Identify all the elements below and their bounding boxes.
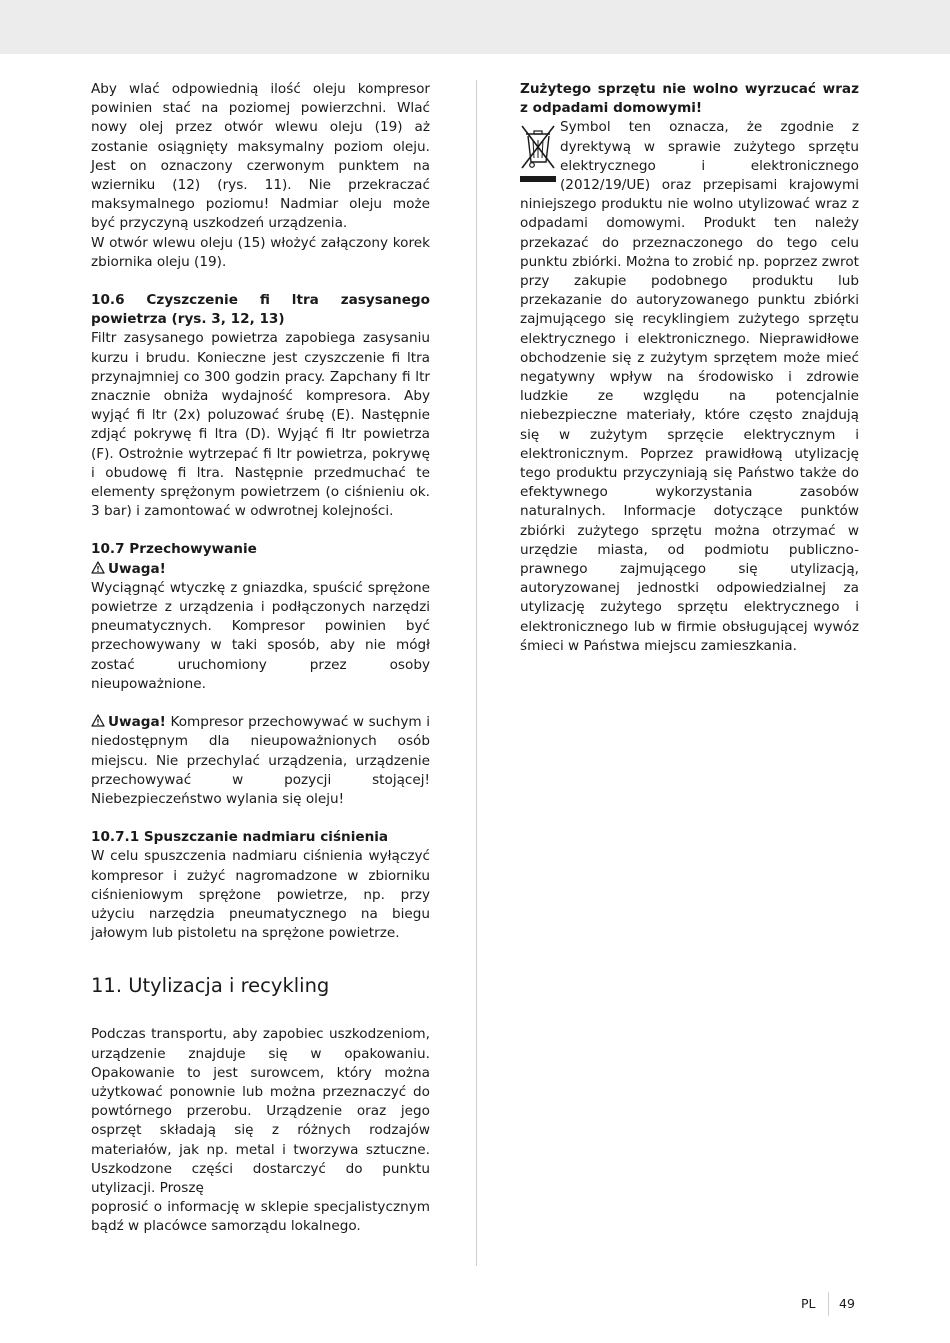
warning-heading bbox=[91, 560, 430, 579]
weee-heading: Zużytego sprzętu nie wolno wyrzucać wraz z odpadami domowymi! bbox=[520, 81, 859, 117]
footer-separator bbox=[828, 1292, 829, 1316]
section-10-7-heading: 10.7 Przechowywanie bbox=[91, 541, 257, 558]
section-11-heading: 11. Utylizacja i recykling bbox=[91, 974, 330, 998]
section-10-7-1-body: W celu spuszczenia nadmiaru ciśnienia wyłączyć kompresor i zużyć nagromadzone w zbiorniku ciśnieniowym sprężone powietrze, np. przy użyciu narzędzia pneumatycznego na biegu jałowym lub pistoletu na sprężone powietrze. bbox=[91, 848, 430, 942]
weee-notice bbox=[520, 118, 859, 656]
top-header-bar bbox=[0, 0, 950, 54]
section-10-6-heading: 10.6 Czyszczenie fi ltra zasysanego powietrza (rys. 3, 12, 13) bbox=[91, 292, 430, 328]
storage-warning-text: Kompresor przechowywać w suchym i niedostępnym dla nieupoważnionych osób miejscu. Nie przechylać urządzenia, urządzenie przechowywać w pozycji stojącej! Niebezpieczeństwo wylania się oleju! bbox=[91, 714, 430, 807]
page-number: 49 bbox=[839, 1296, 855, 1311]
section-10-6-body: Filtr zasysanego powietrza zapobiega zasysaniu kurzu i brudu. Konieczne jest czyszczenie fi ltra przynajmniej co 300 godzin pracy. Zapchany fi ltr znacznie obniża wydajność kompresora. Aby wyjąć fi ltr (2x) poluzować śrubę (E). Następnie zdjąć pokrywę fi ltra (D). Wyjąć fi ltr powietrza (F). Ostrożnie wytrzepać fi ltr powietrza, pokrywę i obudowę fi ltra. Następnie przedmuchać te elementy sprężonym powietrzem (o ciśnieniu ok. 3 bar) i zamontować w odwrotnej kolejności. bbox=[91, 330, 430, 520]
section-11-body-2: poprosić o informację w sklepie specjalistycznym bądź w placówce samorządu lokalnego. bbox=[91, 1199, 430, 1235]
right-column bbox=[520, 80, 859, 656]
warning-label: Uwaga! bbox=[108, 560, 166, 577]
warning-triangle-icon bbox=[91, 714, 105, 727]
footer-language: PL bbox=[801, 1296, 816, 1311]
crossed-out-wheelie-bin-icon bbox=[520, 122, 556, 186]
section-10-7-1-heading: 10.7.1 Spuszczanie nadmiaru ciśnienia bbox=[91, 829, 389, 846]
column-divider bbox=[476, 80, 477, 1266]
warning-triangle-icon bbox=[91, 561, 105, 574]
warning-label: Uwaga! bbox=[108, 714, 166, 731]
weee-body: Symbol ten oznacza, że zgodnie z dyrektywą w sprawie zużytego sprzętu elektrycznego i elektronicznego (2012/19/UE) oraz przepisami krajowymi niniejszego produktu nie wolno utylizować wraz z odpadami domowymi. Produkt ten należy przekazać do przeznaczonego do tego celu punktu zbiórki. Można to zrobić np. poprzez zwrot przy zakupie podobnego produktu lub przekazanie do autoryzowanego punktu zbiórki zajmującego się recyklingiem zużytego sprzętu elektrycznego i elektronicznego. Nieprawidłowe obchodzenie się z zużytym sprzętem może mieć negatywny wpływ na środowisko i zdrowie ludzkie ze względu na potencjalnie niebezpieczne materiały, które często znajdują się w zużytym sprzęcie elektrycznym i elektronicznym. Poprzez prawidłową utylizację tego produktu przyczyniają się Państwo także do efektywnego wykorzystania zasobów naturalnych. Informacje dotyczące punktów zbiórki zużytego sprzętu można otrzymać w urzędzie miasta, od podmiotu publiczno-prawnego zajmującego się utylizacją, autoryzowanej jednostki odpowiedzialnej za utylizację zużytego sprzętu elektrycznego i elektronicznego lub w firmie obsługującej wywóz śmieci w Państwa miejscu zamieszkania. bbox=[520, 119, 859, 654]
storage-warning-paragraph bbox=[91, 713, 430, 809]
left-column bbox=[91, 80, 430, 1237]
section-10-7-body: Wyciągnąć wtyczkę z gniazdka, spuścić sprężone powietrze z urządzenia i podłączonych narzędzi pneumatycznych. Kompresor powinien być przechowywany w taki sposób, aby nie mógł zostać uruchomiony przez osoby nieupoważnione. bbox=[91, 579, 430, 692]
intro-paragraph-1: Aby wlać odpowiednią ilość oleju kompresor powinien stać na poziomej powierzchni. Wlać nowy olej przez otwór wlewu oleju (19) aż zostanie osiągnięty maksymalny poziom oleju. Jest on oznaczony czerwonym punktem na wzierniku (12) (rys. 11). Nie przekraczać maksymalnego poziomu! Nadmiar oleju może być przyczyną uszkodzeń urządzenia. bbox=[91, 81, 430, 232]
intro-paragraph-2: W otwór wlewu oleju (15) włożyć załączony korek zbiornika oleju (19). bbox=[91, 234, 430, 270]
section-11-body-1: Podczas transportu, aby zapobiec uszkodzeniom, urządzenie znajduje się w opakowaniu. Opakowanie to jest surowcem, który można użytkować ponownie lub można przeznaczyć do powtórnego przerobu. Urządzenie oraz jego osprzęt składają się z różnych rodzajów materiałów, jak np. metal i tworzywa sztuczne. Uszkodzone części dostarczyć do punktu utylizacji. Proszę bbox=[91, 1026, 430, 1196]
